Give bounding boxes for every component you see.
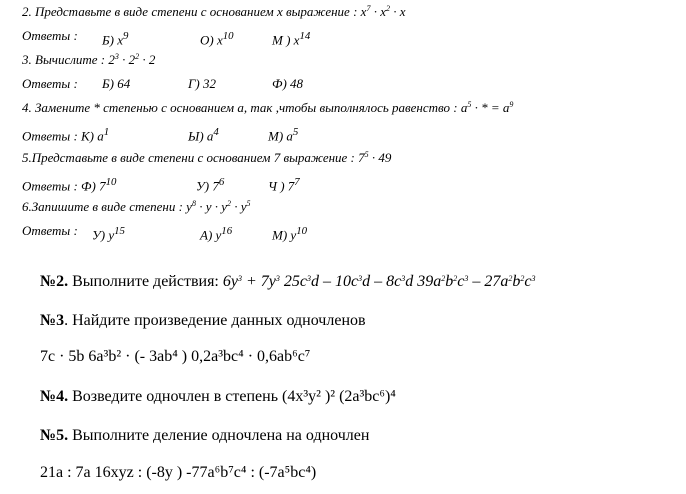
q2-exp1: 7	[366, 4, 371, 13]
answers-label: Ответы :	[22, 76, 78, 91]
expr-exp: 3	[464, 274, 469, 283]
q6-exp3: 5	[246, 199, 251, 208]
answer-b-exp: 9	[123, 30, 129, 42]
task-5-number: №5.	[40, 427, 69, 444]
answer-m-exp: 10	[296, 225, 308, 237]
expr: c	[457, 273, 465, 290]
q3-exp1: 3	[114, 52, 119, 61]
expr-exp: 2	[520, 274, 525, 283]
answer-m-text: М) y	[272, 227, 297, 243]
q6-exp2: 2	[227, 199, 231, 208]
task-2	[40, 272, 535, 292]
task-3-text: . Найдите произведение данных одночленов	[64, 312, 366, 329]
expr-exp: 3	[531, 274, 536, 283]
answer-u-exp: 15	[114, 225, 125, 237]
answers-label: Ответы :	[22, 223, 78, 238]
task-5-line: 21a : 7a 16xyz : (-8y ) -77a⁶b⁷c⁴ : (-7a⁵bc⁴)	[40, 464, 317, 481]
expr: 6y	[222, 273, 238, 290]
answer-m	[272, 223, 307, 243]
task-5-expressions	[40, 463, 316, 483]
answer-y	[188, 124, 219, 144]
expr-exp: 2	[453, 274, 458, 283]
expr: c	[524, 273, 532, 290]
question-4	[22, 100, 513, 116]
answer-m-text: М) a	[268, 128, 293, 144]
task-2-number: №2.	[40, 273, 69, 290]
task-3-expressions	[40, 347, 310, 367]
answer-k	[22, 124, 109, 144]
expr-exp: 3	[237, 274, 242, 283]
q6-exp1: 8	[191, 199, 196, 208]
answer-m-text: М ) x	[272, 32, 300, 48]
task-4	[40, 387, 396, 407]
q5-text: 5.Представьте в виде степени с основанием 7 выражение : 7	[22, 150, 365, 165]
q4-exp1: 5	[467, 100, 472, 109]
q2-text: 2. Представьте в виде степени с основанием x выражение : x	[22, 4, 367, 19]
question-2	[22, 4, 406, 20]
answer-u-text: У) y	[92, 227, 115, 243]
q3-mid2: · 2	[139, 52, 156, 67]
answer-f-text: Ответы : Ф) 7	[22, 178, 106, 194]
expr: b	[445, 273, 454, 290]
task-2-text: Выполните действия:	[68, 273, 223, 290]
answer-a	[200, 223, 232, 243]
answer-ch-text: Ч ) 7	[268, 178, 295, 194]
q3-mid1: · 2	[118, 52, 136, 67]
question-3	[22, 52, 155, 68]
answer-m-exp: 14	[299, 30, 311, 42]
q2-mid2: · x	[389, 4, 406, 19]
task-4-text: Возведите одночлен в степень (4x³y² )² (2a³bc⁶)⁴	[68, 388, 396, 405]
answer-y-text: Ы) a	[188, 128, 214, 144]
answer-o-exp: 10	[222, 30, 234, 42]
answer-u-text: У) 7	[196, 178, 219, 194]
q3-exp2: 2	[135, 52, 140, 61]
q3-text: 3. Вычислите : 2	[22, 52, 115, 67]
answer-u-exp: 6	[218, 176, 225, 188]
answer-a-exp: 16	[221, 225, 233, 237]
expr-exp: 2	[508, 274, 513, 283]
question-5	[22, 150, 391, 166]
q6-mid1: · y · y	[195, 199, 227, 214]
q4-exp2: 9	[509, 100, 514, 109]
task-4-number: №4.	[40, 388, 69, 405]
expr-exp: 2	[441, 274, 446, 283]
answer-g: Г) 32	[188, 76, 216, 91]
expr-exp: 3	[401, 274, 406, 283]
answer-y-exp: 4	[213, 126, 219, 138]
task-5	[40, 426, 369, 446]
expr: b	[512, 273, 521, 290]
answer-m-exp: 5	[292, 126, 299, 138]
answer-ch-exp: 7	[294, 176, 300, 188]
answer-u	[196, 174, 224, 194]
q6-text: 6.Запишите в виде степени : y	[22, 199, 192, 214]
expr-exp: 3	[358, 274, 363, 283]
answer-m	[272, 28, 310, 48]
answer-b	[102, 28, 128, 48]
answer-m	[268, 124, 298, 144]
expr: – 27a	[468, 273, 509, 290]
task-3-number: №3	[40, 312, 65, 329]
expr: 39a	[413, 273, 442, 290]
q5-mid1: · 49	[368, 150, 392, 165]
q2-mid1: · x	[370, 4, 386, 19]
expr-exp: 3	[307, 274, 311, 283]
answer-o	[200, 28, 234, 48]
q2-exp2: 2	[385, 4, 390, 13]
answer-f-exp: 10	[105, 176, 117, 188]
expr-exp: 3	[275, 274, 280, 283]
question-6	[22, 199, 251, 215]
answer-f	[22, 174, 116, 194]
q4-mid1: · * = a	[471, 100, 510, 115]
task-3-line: 7c · 5b 6a³b² · (- 3ab⁴ ) 0,2a³bc⁴ · 0,6ab⁶c⁷	[40, 348, 311, 365]
expr: d – 10c	[311, 273, 359, 290]
expr: d	[405, 273, 414, 290]
task-5-text: Выполните деление одночлена на одночлен	[68, 427, 370, 444]
answer-ch	[268, 174, 300, 194]
q5-exp1: 5	[364, 150, 369, 159]
answer-f: Ф) 48	[272, 76, 304, 91]
answer-u	[92, 223, 125, 243]
answer-k-text: Ответы : К) a	[22, 128, 104, 144]
expr: 25c	[279, 273, 307, 290]
answers-label: Ответы :	[22, 28, 78, 43]
answer-o-text: О) x	[200, 32, 223, 48]
q6-mid2: · y	[231, 199, 247, 214]
task-3	[40, 311, 366, 331]
expr: + 7y	[241, 273, 276, 290]
expr: d – 8c	[362, 273, 402, 290]
answer-a-text: А) y	[200, 227, 222, 243]
answer-b: Б) 64	[102, 76, 131, 91]
answer-k-exp: 1	[103, 126, 110, 138]
answer-b-text: Б) x	[102, 32, 124, 48]
q4-text: 4. Замените * степенью с основанием a, так ,чтобы выполнялось равенство : a	[22, 100, 468, 115]
